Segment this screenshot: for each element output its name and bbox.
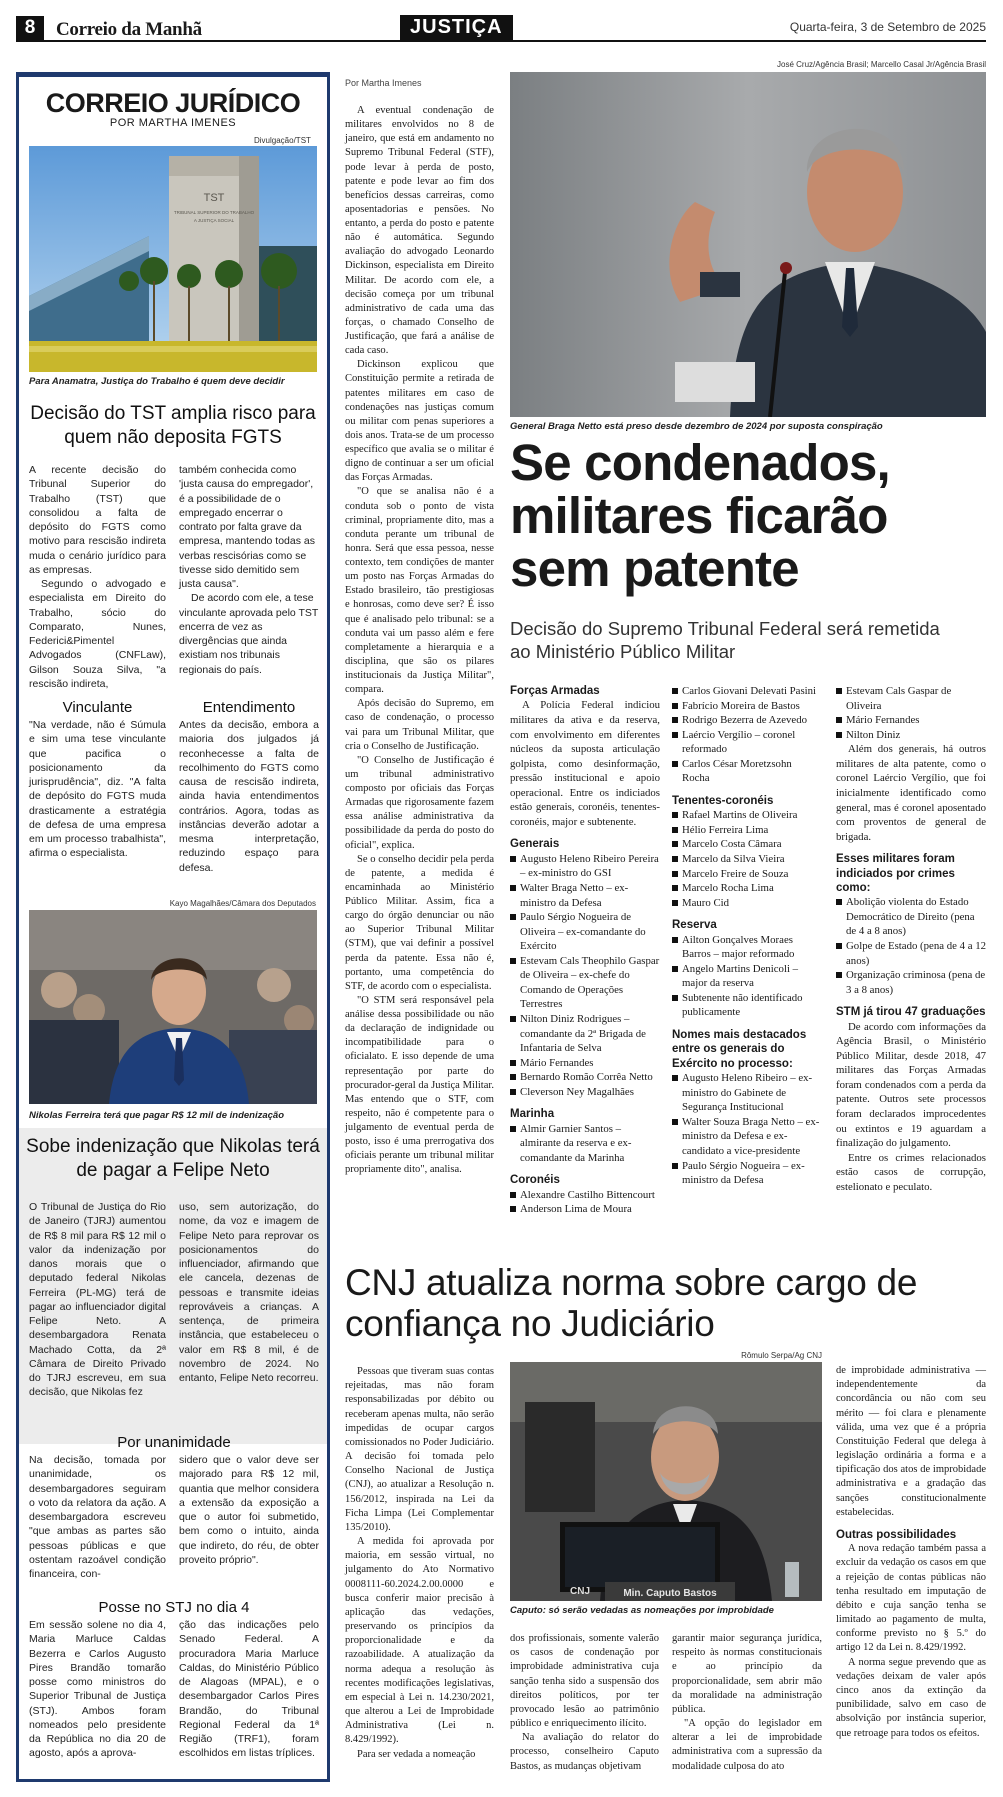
list — [510, 1122, 660, 1166]
photo-caption: Nikolas Ferreira terá que pagar R$ 12 mil de indenização — [29, 1110, 285, 1121]
nikolas-photo — [29, 910, 317, 1104]
list-item: Walter Braga Netto – ex-ministro da Defesa — [510, 881, 660, 910]
main-deck: Decisão do Supremo Tribunal Federal será remetida ao Ministério Público Militar — [510, 618, 940, 663]
page-number: 8 — [16, 16, 44, 40]
list-item: Rodrigo Bezerra de Azevedo — [672, 713, 822, 728]
paragraph: ção das indicações pelo Senado Federal. A procuradora Maria Marluce Caldas, do Ministério Público de Alagoas (MPAL), e o desembargador Carlos Pires Brandão, do Tribunal Regional Federal da 1ª Região (TRF1), foram escolhidos em listas tríplices. — [179, 1619, 319, 1760]
list-item: Alexandre Castilho Bittencourt — [510, 1188, 660, 1203]
list-item: Subtenente não identificado publicamente — [672, 991, 822, 1020]
story-headline: Sobe indenização que Nikolas terá de pagar a Felipe Neto — [26, 1136, 320, 1181]
photo-credit: José Cruz/Agência Brasil; Marcello Casal Jr/Agência Brasil — [777, 60, 986, 69]
main-story-body — [345, 104, 494, 1178]
story-text-column — [179, 463, 319, 677]
list-column-2 — [672, 684, 822, 1188]
newspaper-name: Correio da Manhã — [56, 19, 202, 40]
list-item: Bernardo Romão Corrêa Netto — [510, 1070, 660, 1085]
paragraph: dos profissionais, somente valerão os casos de condenação por improbidade administrativa cuja sanção tenha sido a suspensão dos direitos políticos, por ter provocado lesão ao patrimônio público e enriquecimento ilícito. — [510, 1633, 659, 1730]
column-byline: POR MARTHA IMENES — [109, 117, 237, 129]
list-item: Abolição violenta do Estado Democrático de Direito (pena de 4 a 8 anos) — [836, 895, 986, 939]
paragraph: De acordo com informações da Agência Brasil, o Ministério Público Militar, desde 2018, 47 militares das Forças Armadas foram condenados com a perda da patente. Outros sete processos foram declarados improcedentes ou extintos e 19 aguardam a finalização do julgamento. — [836, 1020, 986, 1150]
paragraph: A eventual condenação de militares envolvidos no 8 de janeiro, que está em andamento no Supremo Tribunal Federal (STF), pode levar à perda de posto, patente e pode levar ao fim dos benefícios dessas carreiras, como aposentadorias e pensões. No entanto, a perda do posto e patente não é automática. Segundo avaliação do advogado Leonardo Dickinson, especialista em Direito Militar. De acordo com ele, a decisão começa por um tribunal administrativo de cada uma das forças, o chamado Conselho de Justificação, que fará a análise de cada caso. — [345, 105, 494, 357]
cnj-column-2 — [510, 1632, 659, 1774]
list-item: Hélio Ferreira Lima — [672, 823, 822, 838]
list-item: Walter Souza Braga Netto – ex-ministro da Defesa e ex-candidato a vice-presidente — [672, 1115, 822, 1159]
paragraph: Na avaliação do relator do processo, conselheiro Caputo Bastos, as mudanças objetivam — [510, 1732, 659, 1772]
list-item: Marcelo da Silva Vieira — [672, 852, 822, 867]
list — [672, 808, 822, 910]
subheading: Reserva — [672, 919, 717, 932]
paragraph: Para ser vedada a nomeação — [357, 1748, 476, 1760]
subheading: Marinha — [510, 1108, 555, 1121]
paragraph: Dickinson explicou que Constituição permite a retirada de patentes militares em caso de condenações nas justiças comum ou militar com penas superiores a dois anos. Trata-se de um processo específico que avalia se o militar é digno de continuar a ser um oficial das Forças Armadas. — [345, 359, 494, 484]
list-item: Mário Fernandes — [836, 713, 986, 728]
paragraph: De acordo com ele, a tese vinculante aprovada pelo TST encerra de vez as divergências que ainda existiam nos tribunais regionais do país. — [179, 592, 319, 676]
list-item: Marcelo Costa Câmara — [672, 837, 822, 852]
photo-caption: Caputo: só serão vedadas as nomeações por improbidade — [510, 1605, 774, 1616]
list-item: Paulo Sérgio Nogueira de Oliveira – ex-comandante do Exército — [510, 910, 660, 954]
paragraph: "O STM será responsável pela análise dessa possibilidade ou não da declaração de indignidade ou incompatibilidade para o oficialato. E isso depende de uma representação por parte do procurador-geral da Justiça Militar. Mas entendo que o STF, com respeito, não é competente para o julgamento de eventual perda de posto, isso é uma prerrogativa dos oficiais perante um tribunal militar propriamente dito", analisa. — [345, 994, 494, 1176]
paragraph: A Polícia Federal indiciou militares da ativa e da reserva, com envolvimento em diferentes núcleos da suposta articulação golpista, como desinformação, pressão institucional e apoio operacional. Entre os indiciados estão generais, coronéis, tenentes-coronéis, major e subtenente. — [510, 699, 660, 828]
list-item: Fabrício Moreira de Bastos — [672, 699, 822, 714]
column-title: CORREIO JURÍDICO — [45, 88, 301, 118]
cnj-column-1 — [345, 1365, 494, 1762]
list-item: Carlos Giovani Delevati Pasini — [672, 684, 822, 699]
list — [672, 1071, 822, 1188]
caputo-photo — [510, 1362, 822, 1601]
paragraph: "A opção do legislador em alterar a lei de improbidade administrativa com a supressão da modalidade culposa do ato — [672, 1718, 822, 1772]
list-column-3 — [836, 684, 986, 1194]
main-headline: Se condenados, militares ficarão sem patente — [510, 434, 890, 598]
paragraph: O Tribunal de Justiça do Rio de Janeiro (TJRJ) aumentou de R$ 8 mil para R$ 12 mil o valor da indenização por danos morais que o deputado federal Nikolas Ferreira (PL-MG) terá de pagar ao influenciador digital Felipe Neto. A desembargadora Renata Machado Cotta, da 2ª Câmara de Direito Privado do TJRJ escreveu, em sua decisão, que Nikolas fez — [29, 1201, 166, 1399]
list-item: Nilton Diniz Rodrigues – comandante da 2ª Brigada de Infantaria de Selva — [510, 1012, 660, 1056]
list — [510, 1188, 660, 1217]
story-text-column — [29, 463, 166, 691]
page-header — [16, 14, 986, 42]
list — [836, 684, 986, 742]
tst-sign-motto: A JUSTIÇA SOCIAL — [193, 218, 235, 223]
subheading: Generais — [510, 838, 560, 851]
issue-date: Quarta-feira, 3 de Setembro de 2025 — [789, 20, 986, 34]
list — [672, 684, 822, 786]
subheading: STM já tirou 47 graduações — [836, 1006, 986, 1019]
list-item: Augusto Heleno Ribeiro – ex-ministro do Gabinete de Segurança Institucional — [672, 1071, 822, 1115]
list-item: Rafael Martins de Oliveira — [672, 808, 822, 823]
paragraph: A medida foi aprovada por maioria, em sessão virtual, no julgamento do Ato Normativo 0008111-60.2024.2.00.0000 e busca conferir maior precisão à aplicação das vedações, preservando os princípios da proporcionalidade e da razoabilidade. A atualização da norma adequa a resolução às recentes modificações legislativas, em especial à Lei n. 14.230/2021, que alterou a Lei de Improbidade Administrativa (Lei n. 8.429/1992). — [345, 1536, 494, 1746]
list-item: Ailton Gonçalves Moraes Barros – major reformado — [672, 933, 822, 962]
list-item: Estevam Cals Gaspar de Oliveira — [836, 684, 986, 713]
paragraph: Na decisão, tomada por unanimidade, os desembargadores seguiram o voto da relatora da ação. A desembargadora escreveu "que ambas as partes são pessoas públicas e que ostentam razoável condição financeira, con- — [29, 1454, 166, 1581]
list-item: Marcelo Rocha Lima — [672, 881, 822, 896]
subheading: Esses militares foram indiciados por crimes como: — [836, 853, 955, 894]
photo-credit: Kayo Magalhães/Câmara dos Deputados — [169, 899, 316, 908]
section-label: JUSTIÇA — [400, 15, 513, 40]
list-item: Nilton Diniz — [836, 728, 986, 743]
braga-netto-photo — [510, 72, 986, 417]
cnj-column-3 — [672, 1632, 822, 1774]
list-item: Angelo Martins Denicoli – major da reserva — [672, 962, 822, 991]
subheading: Entendimento — [202, 699, 296, 716]
cnj-logo-text: CNJ — [570, 1586, 591, 1597]
subheading: Tenentes-coronéis — [672, 794, 774, 807]
list-item: Augusto Heleno Ribeiro Pereira – ex-ministro do GSI — [510, 852, 660, 881]
story-headline: Decisão do TST amplia risco para quem não deposita FGTS — [30, 403, 316, 448]
paragraph: Em sessão solene no dia 4, Maria Marluce Caldas Bezerra e Carlos Augusto Pires Brandão tomarão posse como ministros do Superior Tribunal de Justiça (STJ). Ambos foram nomeados pelo presidente da República no dia 20 de agosto, após a aprova- — [29, 1619, 166, 1760]
subheading: Coronéis — [510, 1174, 560, 1187]
paragraph: sidero que o valor deve ser majorado para R$ 12 mil, quantia que melhor considera a extensão da exposição a que o autor foi submetido, bem como o intuito, ainda que indireto, do réu, de obter proveito próprio". — [179, 1454, 319, 1566]
list-item: Marcelo Freire de Souza — [672, 867, 822, 882]
paragraph: Após decisão do Supremo, em caso de condenação, o processo vai para um Tribunal Militar, que cria o Conselho de Justificação. — [345, 698, 494, 752]
list-item: Paulo Sérgio Nogueira – ex-ministro da Defesa — [672, 1159, 822, 1188]
list-item: Cleverson Ney Magalhães — [510, 1085, 660, 1100]
paragraph: "O que se analisa não é a conduta sob o ponto de vista criminal, propriamente dito, mas a conduta perante um tribunal de honra. Será que essa pessoa, nesse contexto, tem condições de manter um posto nas Forças Armadas do Estado brasileiro, tão prestigiosas e honrosas, como deve ser? É isso que é analisado pelo tribunal: se a conduta vai um passo além e fere completamente a hierarquia e a disciplina, que são os pilares institucionais da Justiça Militar", compara. — [345, 486, 494, 696]
paragraph: Além dos generais, há outros militares de alta patente, como o coronel Laércio Vergílio, que foi inicialmente identificado como general, mas é coronel aposentado com proventos de general de brigada. — [836, 743, 986, 843]
paragraph: A nova redação também passa a excluir da vedação os casos em que a rejeição de contas públicas não tenha resultado em imputação de débito e cuja sanção tenha se limitado ao pagamento de multa, conforme previsto no § 5.º do artigo 12 da Lei n. 8.429/1992. — [836, 1543, 986, 1654]
nameplate-text: Min. Caputo Bastos — [623, 1588, 717, 1599]
paragraph: A norma segue prevendo que as vedações deixam de valer após cinco anos da extinção da punibilidade, salvo em caso de absolvição por instância superior, que retroage para todos os efeitos. — [836, 1656, 986, 1739]
paragraph: Pessoas que tiveram suas contas rejeitadas, mas não foram responsabilizadas por débito ou receberam apenas multa, não serão impedidas de ocupar cargos comissionados no Poder Judiciário. A decisão foi tomada pelo Conselho Nacional de Justiça (CNJ), ao atualizar a Resolução n. 156/2012, inspirada na Lei da Ficha Limpa (Lei Complementar 135/2010). — [345, 1366, 494, 1533]
list — [510, 852, 660, 1100]
list-item: Mauro Cid — [672, 896, 822, 911]
list-item: Estevam Cals Theophilo Gaspar de Oliveira – ex-chefe do Comando de Operações Terrestres — [510, 954, 660, 1012]
paragraph: Se o conselho decidir pela perda de patente, a medida é encaminhada ao Ministério Público Militar. Assim, fica a cargo do órgão denunciar ou não ao Superior Tribunal Militar (STM), que vai definir a possível perda da patente. Essa não é, portanto, uma competência do STF, de acordo com o especialista. — [345, 853, 494, 992]
list-item: Anderson Lima de Moura — [510, 1202, 660, 1217]
photo-credit: Rômulo Serpa/Ag CNJ — [741, 1351, 822, 1360]
list-item: Almir Garnier Santos – almirante da reserva e ex-comandante da Marinha — [510, 1122, 660, 1166]
cnj-column-4 — [836, 1364, 986, 1741]
list — [836, 895, 986, 997]
list-column-1 — [510, 684, 660, 1217]
list-item: Carlos César Moretzsohn Rocha — [672, 757, 822, 786]
tst-sign-subtext: TRIBUNAL SUPERIOR DO TRABALHO — [173, 210, 255, 215]
paragraph: A recente decisão do Tribunal Superior do Trabalho (TST) que consolidou a falta de depósito do FGTS como motivo para rescisão indireta muda o cenário jurídico para as empresas. — [29, 464, 166, 576]
list-item: Golpe de Estado (pena de 4 a 12 anos) — [836, 939, 986, 968]
photo-caption: General Braga Netto está preso desde dezembro de 2024 por suposta conspiração — [510, 421, 883, 432]
photo-credit: Divulgação/TST — [254, 136, 311, 145]
tst-sign-text: TST — [203, 192, 225, 204]
paragraph: também conhecida como 'justa causa do empregador', é a possibilidade de o empregado encerrar o contrato por falta grave da empresa, mantendo todas as verbas rescisórias como se tivesse sido demitido sem justa causa". — [179, 464, 315, 591]
list-item: Organização criminosa (pena de 3 a 8 anos) — [836, 968, 986, 997]
list-item: Mário Fernandes — [510, 1056, 660, 1071]
story-byline: Por Martha Imenes — [345, 78, 422, 88]
cnj-headline: CNJ atualiza norma sobre cargo de confiança no Judiciário — [345, 1262, 918, 1345]
subheading: Vinculante — [62, 699, 133, 716]
paragraph: Antes da decisão, embora a maioria dos julgados já reconhecesse a falta de recolhimento do FGTS como causa de rescisão indireta, ainda havia entendimentos contrários. Agora, todas as instâncias deverão adotar a mesma interpretação, reduzindo espaço para defesa. — [179, 719, 319, 874]
subheading: Posse no STJ no dia 4 — [98, 1599, 250, 1616]
paragraph: uso, sem autorização, do nome, da voz e imagem de Felipe Neto para reprovar os posicionamentos do influenciador, afirmando que ele cancela, dezenas de pessoas e transmite ideias reprováveis a crianças. A sentença, de primeira instância, que estabeleceu o valor em R$ 8 mil, é de novembro de 2024. No entanto, Felipe Neto recorreu. — [179, 1201, 319, 1385]
paragraph: Entre os crimes relacionados estão casos de corrupção, estelionato e peculato. — [836, 1151, 986, 1193]
tst-building-photo — [29, 146, 317, 372]
subheading: Outras possibilidades — [836, 1528, 957, 1541]
subheading: Por unanimidade — [117, 1434, 231, 1451]
paragraph: Segundo o advogado e especialista em Direito do Trabalho, sócio do Comparato, Nunes, Federici&Pimentel Advogados (CNFLaw), Gilson Souza Silva, "a rescisão indireta, — [29, 578, 166, 690]
paragraph: "Na verdade, não é Súmula e sim uma tese vinculante que pacifica o posicionamento da jurisprudência", diz. "A falta de depósito do FGTS muda drasticamente a estratégia de defesa de uma empresa em um processo trabalhista", afirma o especialista. — [29, 719, 166, 860]
list — [672, 933, 822, 1020]
list-item: Laércio Vergílio – coronel reformado — [672, 728, 822, 757]
photo-caption: Para Anamatra, Justiça do Trabalho é quem deve decidir — [29, 376, 285, 387]
paragraph: de improbidade administrativa — independentemente da concordância ou não com seu mérito — foi clara e plenamente válida, uma vez que é a própria Constituição Federal que delega à legislação ordinária a forma e a tipificação dos atos de improbidade administrativa e a gradação das sanções constitucionalmente estabelecidas. — [836, 1365, 986, 1518]
subheading: Nomes mais destacados entre os generais do Exército no processo: — [672, 1029, 807, 1070]
paragraph: "O Conselho de Justificação é um tribunal administrativo composto por oficiais das Forças Armadas que rigorosamente fazem essa análise administrativa da possibilidade da perda do posto do oficial", explica. — [345, 754, 494, 851]
paragraph: garantir maior segurança jurídica, respeito às normas constitucionais e ao princípio da proporcionalidade, sem abrir mão da moralidade na administração pública. — [672, 1633, 822, 1715]
subheading: Forças Armadas — [510, 685, 600, 697]
